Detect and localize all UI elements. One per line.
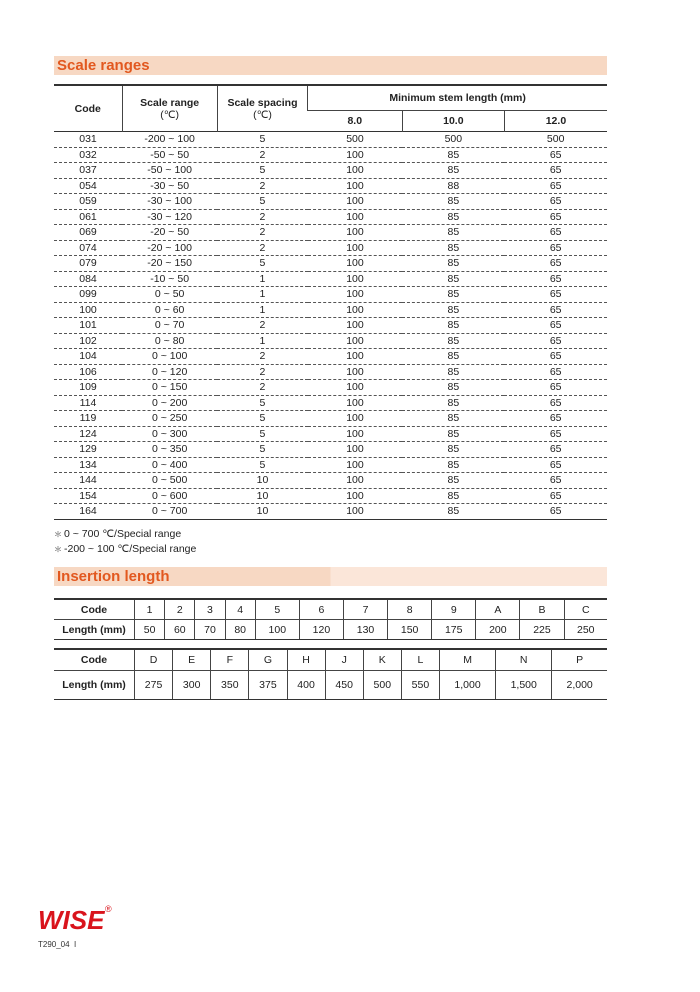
length-cell: 225 — [520, 620, 564, 640]
code-cell: 8 — [388, 599, 432, 620]
cell-stem-10: 85 — [402, 271, 504, 287]
cell-code: 119 — [54, 411, 122, 427]
header-code: Code — [54, 85, 122, 132]
cell-scale-range: -30 ~ 50 — [122, 178, 217, 194]
header-stem-10: 10.0 — [402, 111, 504, 132]
cell-stem-8: 100 — [308, 209, 403, 225]
cell-scale-range: -50 ~ 100 — [122, 163, 217, 179]
cell-scale-spacing: 2 — [217, 225, 307, 241]
cell-stem-12: 65 — [504, 256, 607, 272]
cell-stem-10: 85 — [402, 147, 504, 163]
registered-mark: ® — [105, 904, 112, 914]
cell-stem-8: 100 — [308, 287, 403, 303]
cell-stem-10: 85 — [402, 194, 504, 210]
code-cell: 9 — [432, 599, 476, 620]
code-label: Code — [54, 599, 135, 620]
table-row — [54, 194, 607, 210]
cell-stem-10: 85 — [402, 163, 504, 179]
length-cell: 1,500 — [496, 671, 552, 700]
cell-stem-10: 85 — [402, 364, 504, 380]
table-row — [54, 240, 607, 256]
cell-scale-spacing: 5 — [217, 426, 307, 442]
section-title: Insertion length — [57, 568, 170, 585]
cell-stem-8: 100 — [308, 349, 403, 365]
table-row — [54, 287, 607, 303]
cell-stem-12: 65 — [504, 457, 607, 473]
cell-scale-range: 0 ~ 60 — [122, 302, 217, 318]
cell-code: 144 — [54, 473, 122, 489]
cell-scale-spacing: 5 — [217, 194, 307, 210]
code-cell: L — [401, 649, 439, 671]
cell-scale-spacing: 5 — [217, 256, 307, 272]
cell-stem-10: 85 — [402, 333, 504, 349]
table-row — [54, 318, 607, 334]
cell-stem-12: 65 — [504, 426, 607, 442]
cell-stem-12: 65 — [504, 163, 607, 179]
length-cell: 100 — [255, 620, 299, 640]
header-scale-range: Scale range (℃) — [122, 85, 217, 132]
cell-stem-8: 100 — [308, 473, 403, 489]
table-row — [54, 473, 607, 489]
document-number: T290_04 I — [38, 940, 77, 949]
length-cell: 300 — [173, 671, 211, 700]
notes — [54, 527, 196, 557]
section-header-scale-ranges — [54, 56, 607, 75]
code-cell: G — [249, 649, 287, 671]
code-cell: 4 — [225, 599, 255, 620]
cell-stem-8: 100 — [308, 442, 403, 458]
header-min-stem-length: Minimum stem length (mm) — [308, 85, 607, 111]
cell-stem-12: 65 — [504, 318, 607, 334]
cell-stem-12: 65 — [504, 271, 607, 287]
cell-scale-range: 0 ~ 70 — [122, 318, 217, 334]
cell-scale-spacing: 5 — [217, 411, 307, 427]
code-cell: D — [135, 649, 173, 671]
length-cell: 175 — [432, 620, 476, 640]
cell-stem-10: 85 — [402, 411, 504, 427]
cell-stem-10: 85 — [402, 457, 504, 473]
cell-stem-12: 65 — [504, 194, 607, 210]
cell-stem-8: 100 — [308, 256, 403, 272]
length-cell: 275 — [135, 671, 173, 700]
length-cell: 500 — [363, 671, 401, 700]
cell-stem-8: 100 — [308, 457, 403, 473]
cell-scale-spacing: 2 — [217, 349, 307, 365]
code-cell: J — [325, 649, 363, 671]
cell-stem-10: 85 — [402, 287, 504, 303]
cell-stem-10: 85 — [402, 488, 504, 504]
code-label: Code — [54, 649, 135, 671]
cell-code: 104 — [54, 349, 122, 365]
header-stem-8: 8.0 — [347, 115, 363, 127]
cell-code: 124 — [54, 426, 122, 442]
code-cell: 2 — [165, 599, 195, 620]
section-title: Scale ranges — [57, 57, 150, 74]
code-cell: M — [440, 649, 496, 671]
code-cell: 1 — [135, 599, 165, 620]
cell-stem-12: 65 — [504, 240, 607, 256]
length-label: Length (mm) — [54, 620, 135, 640]
cell-code: 032 — [54, 147, 122, 163]
cell-stem-12: 65 — [504, 147, 607, 163]
cell-scale-spacing: 5 — [217, 442, 307, 458]
cell-stem-10: 85 — [402, 504, 504, 520]
table-row — [54, 132, 607, 148]
scale-table-body — [54, 132, 607, 520]
cell-stem-12: 65 — [504, 364, 607, 380]
cell-scale-range: 0 ~ 300 — [122, 426, 217, 442]
length-cell: 150 — [388, 620, 432, 640]
cell-stem-8: 100 — [308, 302, 403, 318]
cell-scale-range: 0 ~ 350 — [122, 442, 217, 458]
cell-stem-12: 65 — [504, 349, 607, 365]
header-stem-12: 12.0 — [504, 111, 607, 132]
table-row — [54, 225, 607, 241]
length-row — [54, 671, 607, 700]
code-cell: 6 — [299, 599, 343, 620]
cell-stem-8: 100 — [308, 333, 403, 349]
length-cell: 80 — [225, 620, 255, 640]
cell-stem-10: 85 — [402, 225, 504, 241]
cell-scale-range: -10 ~ 50 — [122, 271, 217, 287]
cell-scale-range: 0 ~ 500 — [122, 473, 217, 489]
code-cell: A — [476, 599, 520, 620]
cell-stem-12: 65 — [504, 395, 607, 411]
note: ＊ 0 ~ 700 ℃/Special range — [54, 528, 182, 540]
code-cell: 3 — [195, 599, 225, 620]
cell-stem-8: 100 — [308, 395, 403, 411]
table-row — [54, 209, 607, 225]
cell-code: 054 — [54, 178, 122, 194]
cell-scale-range: 0 ~ 200 — [122, 395, 217, 411]
cell-scale-spacing: 2 — [217, 318, 307, 334]
cell-stem-8: 100 — [308, 426, 403, 442]
cell-stem-8: 100 — [308, 178, 403, 194]
table-row — [54, 333, 607, 349]
table-row — [54, 442, 607, 458]
code-cell: H — [287, 649, 325, 671]
cell-scale-range: -50 ~ 50 — [122, 147, 217, 163]
cell-code: 031 — [54, 132, 122, 148]
cell-scale-range: -20 ~ 50 — [122, 225, 217, 241]
code-row — [54, 599, 607, 620]
cell-scale-spacing: 5 — [217, 132, 307, 148]
cell-stem-8: 500 — [308, 132, 403, 148]
cell-stem-8: 100 — [308, 225, 403, 241]
cell-stem-8: 100 — [308, 411, 403, 427]
cell-code: 061 — [54, 209, 122, 225]
length-cell: 550 — [401, 671, 439, 700]
cell-scale-range: -200 ~ 100 — [122, 132, 217, 148]
section-header-insertion-length — [54, 567, 607, 586]
length-cell: 200 — [476, 620, 520, 640]
cell-scale-spacing: 10 — [217, 504, 307, 520]
insertion-length-table-1 — [54, 598, 607, 640]
length-cell: 400 — [287, 671, 325, 700]
code-cell: E — [173, 649, 211, 671]
length-cell: 120 — [299, 620, 343, 640]
cell-code: 074 — [54, 240, 122, 256]
cell-scale-range: 0 ~ 250 — [122, 411, 217, 427]
cell-stem-10: 88 — [402, 178, 504, 194]
length-cell: 1,000 — [440, 671, 496, 700]
cell-scale-range: 0 ~ 120 — [122, 364, 217, 380]
cell-stem-12: 500 — [504, 132, 607, 148]
cell-stem-10: 85 — [402, 473, 504, 489]
table-row — [54, 364, 607, 380]
cell-code: 114 — [54, 395, 122, 411]
cell-scale-range: 0 ~ 400 — [122, 457, 217, 473]
cell-stem-10: 85 — [402, 426, 504, 442]
cell-scale-spacing: 2 — [217, 240, 307, 256]
length-cell: 375 — [249, 671, 287, 700]
table-row — [54, 395, 607, 411]
code-cell: N — [496, 649, 552, 671]
cell-scale-spacing: 2 — [217, 380, 307, 396]
cell-scale-range: -20 ~ 100 — [122, 240, 217, 256]
cell-stem-12: 65 — [504, 302, 607, 318]
cell-code: 084 — [54, 271, 122, 287]
cell-stem-8: 100 — [308, 504, 403, 520]
cell-scale-spacing: 10 — [217, 473, 307, 489]
cell-stem-10: 500 — [402, 132, 504, 148]
code-cell: C — [564, 599, 607, 620]
cell-code: 164 — [54, 504, 122, 520]
table-row — [54, 163, 607, 179]
code-cell: K — [363, 649, 401, 671]
length-cell: 250 — [564, 620, 607, 640]
cell-code: 100 — [54, 302, 122, 318]
cell-stem-12: 65 — [504, 473, 607, 489]
cell-stem-10: 85 — [402, 209, 504, 225]
cell-code: 109 — [54, 380, 122, 396]
cell-code: 059 — [54, 194, 122, 210]
code-row — [54, 649, 607, 671]
cell-stem-8: 100 — [308, 194, 403, 210]
table-row — [54, 349, 607, 365]
cell-stem-8: 100 — [308, 318, 403, 334]
cell-scale-range: -30 ~ 100 — [122, 194, 217, 210]
cell-stem-12: 65 — [504, 504, 607, 520]
code-cell: B — [520, 599, 564, 620]
cell-stem-12: 65 — [504, 411, 607, 427]
cell-code: 134 — [54, 457, 122, 473]
cell-scale-range: 0 ~ 700 — [122, 504, 217, 520]
cell-scale-spacing: 5 — [217, 163, 307, 179]
cell-scale-spacing: 5 — [217, 395, 307, 411]
length-label: Length (mm) — [54, 671, 135, 700]
cell-stem-10: 85 — [402, 380, 504, 396]
table-row — [54, 271, 607, 287]
length-cell: 130 — [343, 620, 387, 640]
length-cell: 70 — [195, 620, 225, 640]
cell-scale-spacing: 1 — [217, 302, 307, 318]
table-row — [54, 457, 607, 473]
code-cell: F — [211, 649, 249, 671]
cell-code: 154 — [54, 488, 122, 504]
table-row — [54, 302, 607, 318]
insertion-length-table-2 — [54, 648, 607, 700]
cell-stem-10: 85 — [402, 349, 504, 365]
cell-stem-8: 100 — [308, 163, 403, 179]
table-row — [54, 411, 607, 427]
length-cell: 450 — [325, 671, 363, 700]
cell-code: 079 — [54, 256, 122, 272]
cell-scale-range: -30 ~ 120 — [122, 209, 217, 225]
cell-scale-spacing: 1 — [217, 271, 307, 287]
cell-scale-spacing: 1 — [217, 333, 307, 349]
table-row — [54, 380, 607, 396]
cell-stem-12: 65 — [504, 287, 607, 303]
cell-stem-12: 65 — [504, 225, 607, 241]
length-cell: 60 — [165, 620, 195, 640]
cell-stem-10: 85 — [402, 240, 504, 256]
header-scale-spacing: Scale spacing (℃) — [217, 85, 307, 132]
code-cell: 7 — [343, 599, 387, 620]
cell-stem-10: 85 — [402, 395, 504, 411]
cell-stem-10: 85 — [402, 318, 504, 334]
note: ＊ -200 ~ 100 ℃/Special range — [54, 543, 197, 555]
cell-stem-12: 65 — [504, 442, 607, 458]
length-row — [54, 620, 607, 640]
scale-ranges-table — [54, 84, 607, 520]
cell-scale-spacing: 2 — [217, 209, 307, 225]
table-row — [54, 256, 607, 272]
cell-scale-range: 0 ~ 150 — [122, 380, 217, 396]
cell-stem-8: 100 — [308, 147, 403, 163]
table-row — [54, 504, 607, 520]
cell-stem-10: 85 — [402, 256, 504, 272]
cell-code: 069 — [54, 225, 122, 241]
table-row — [54, 426, 607, 442]
table-row — [54, 488, 607, 504]
cell-code: 106 — [54, 364, 122, 380]
cell-code: 102 — [54, 333, 122, 349]
cell-stem-8: 100 — [308, 488, 403, 504]
cell-scale-spacing: 2 — [217, 178, 307, 194]
length-cell: 2,000 — [552, 671, 607, 700]
table-row — [54, 147, 607, 163]
cell-code: 129 — [54, 442, 122, 458]
cell-stem-8: 100 — [308, 364, 403, 380]
cell-stem-10: 85 — [402, 442, 504, 458]
cell-stem-12: 65 — [504, 333, 607, 349]
cell-scale-spacing: 2 — [217, 147, 307, 163]
cell-stem-8: 100 — [308, 271, 403, 287]
table-row — [54, 178, 607, 194]
svg-text:WISE: WISE — [38, 905, 105, 933]
length-cell: 350 — [211, 671, 249, 700]
cell-scale-range: 0 ~ 50 — [122, 287, 217, 303]
code-cell: P — [552, 649, 607, 671]
cell-scale-spacing: 1 — [217, 287, 307, 303]
cell-scale-range: 0 ~ 100 — [122, 349, 217, 365]
cell-stem-12: 65 — [504, 380, 607, 396]
cell-scale-spacing: 5 — [217, 457, 307, 473]
cell-stem-12: 65 — [504, 178, 607, 194]
cell-scale-spacing: 10 — [217, 488, 307, 504]
cell-scale-range: 0 ~ 600 — [122, 488, 217, 504]
cell-stem-12: 65 — [504, 488, 607, 504]
cell-stem-12: 65 — [504, 209, 607, 225]
cell-scale-range: 0 ~ 80 — [122, 333, 217, 349]
length-cell: 50 — [135, 620, 165, 640]
code-cell: 5 — [255, 599, 299, 620]
cell-code: 037 — [54, 163, 122, 179]
cell-scale-spacing: 2 — [217, 364, 307, 380]
cell-code: 099 — [54, 287, 122, 303]
cell-stem-8: 100 — [308, 240, 403, 256]
cell-code: 101 — [54, 318, 122, 334]
cell-stem-10: 85 — [402, 302, 504, 318]
cell-stem-8: 100 — [308, 380, 403, 396]
cell-scale-range: -20 ~ 150 — [122, 256, 217, 272]
